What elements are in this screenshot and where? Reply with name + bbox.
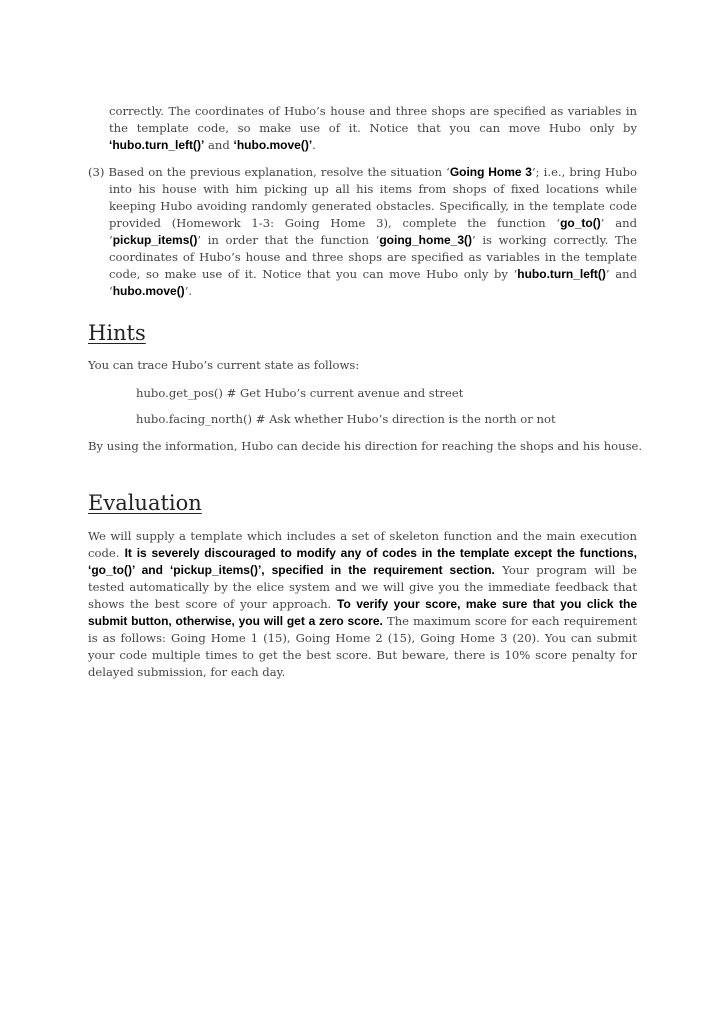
bold-code: going_home_3() xyxy=(379,233,472,247)
text-run: ’ and ‘ xyxy=(109,267,638,298)
text-run: ’; i.e., bring Hubo into his house with him picking up all his items from shops of fixed locations while keeping Hubo avoiding randomly generated obstacles. Specifically, in the template code provided (Homework 1-3: Going Home 3), complete the function ‘ xyxy=(109,165,638,230)
requirement-item-3 xyxy=(88,164,637,300)
evaluation-heading: Evaluation xyxy=(88,491,202,515)
bold-code: hubo.turn_left() xyxy=(517,267,606,281)
bold-code: go_to() xyxy=(560,216,601,230)
evaluation-paragraph xyxy=(88,528,637,681)
text-run: Your program will be tested automatically by the elice system and we will give you the immediate feedback that shows the best score of your approach. xyxy=(88,563,637,611)
text-run: ’ in order that the function ‘ xyxy=(197,233,380,247)
bold-warning: It is severely discouraged to modify any of codes in the template except the functions, ‘go_to()’ and ‘pickup_items()’, specified in the requirement section. xyxy=(88,546,637,577)
text-run: ’ and ‘ xyxy=(109,216,638,247)
bold-term: Going Home 3 xyxy=(449,165,532,179)
bold-code: ‘hubo.turn_left()’ xyxy=(109,138,205,152)
text-run: The maximum score for each requirement is as follows: Going Home 1 (15), Going Home 2 (15), Going Home 3 (20). You can submit your code multiple times to get the best score. But beware, there is 10% score penalty for delayed submission, for each day. xyxy=(88,614,638,679)
text-run: correctly. The coordinates of Hubo’s house and three shops are specified as variables in the template code, so make use of it. Notice that you can move Hubo only by xyxy=(109,104,637,135)
hints-code-line-2: hubo.facing_north() # Ask whether Hubo’s direction is the north or not xyxy=(136,412,556,426)
bold-code: ‘hubo.move()’ xyxy=(233,138,313,152)
item2-continuation xyxy=(109,103,637,154)
hints-intro: You can trace Hubo’s current state as follows: xyxy=(88,358,360,372)
hints-heading: Hints xyxy=(88,321,146,345)
text-run: and xyxy=(204,138,234,152)
text-run: We will supply a template which includes a set of skeleton function and the main execution code. xyxy=(88,529,637,560)
hints-code-line-1: hubo.get_pos() # Get Hubo’s current avenue and street xyxy=(136,386,464,400)
text-run: . xyxy=(312,138,316,152)
hints-outro: By using the information, Hubo can decide his direction for reaching the shops and his house. xyxy=(88,439,643,453)
item-marker: (3) xyxy=(88,165,109,179)
text-run: Based on the previous explanation, resolve the situation ‘ xyxy=(108,165,450,179)
bold-warning: To verify your score, make sure that you click the submit button, otherwise, you will get a zero score. xyxy=(88,597,637,628)
bold-code: pickup_items() xyxy=(112,233,198,247)
text-run: ’. xyxy=(184,284,193,298)
text-run: ’ is working correctly. The coordinates of Hubo’s house and three shops are specified as variables in the template code, so make use of it. Notice that you can move Hubo only by ‘ xyxy=(109,233,637,281)
bold-code: hubo.move() xyxy=(112,284,185,298)
